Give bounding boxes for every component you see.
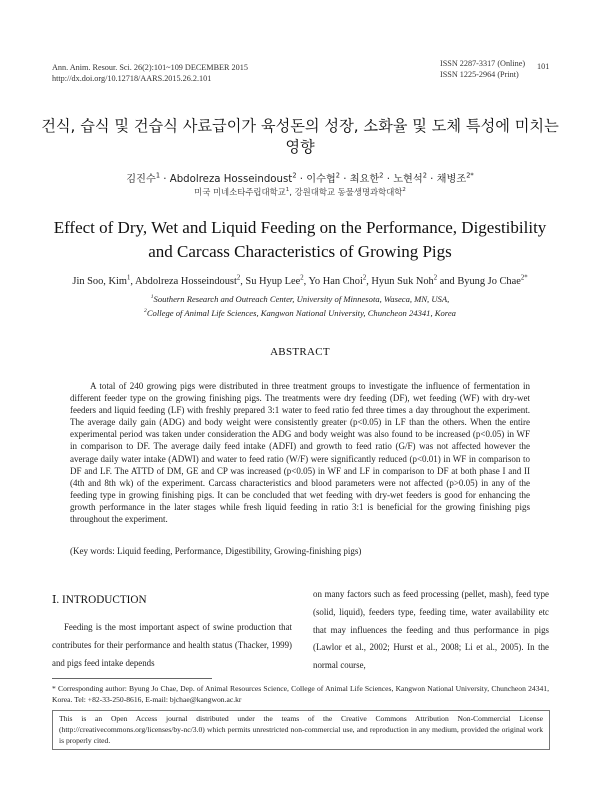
introduction-heading: Ⅰ. INTRODUCTION: [52, 594, 147, 606]
affiliation-2: $^2$College of Animal Life Sciences, Kangwon National University, Chuncheon 24341, Korea: [144, 308, 456, 318]
english-author: Jin Soo, Kim$^1$: [72, 274, 131, 287]
korean-title-line-1: 건식, 습식 및 건습식 사료급이가 육성돈의 성장, 소화율 및 도체 특성에 미치는: [41, 117, 559, 135]
open-access-notice: This is an Open Access journal distributed under the teams of the Creative Commons Attribution Non-Commercial License (http://creativecommons.org/licenses/by-nc/3.0) which permits unrestricted non-commercial use, and reproduction in any medium, provided the original work is properly cited.: [52, 710, 550, 750]
introduction-left-column: Feeding is the most important aspect of swine production that contributes for their performance and health status (Thacker, 1999) and pigs feed intake depends: [52, 622, 292, 668]
english-author: Abdolreza Hosseindoust$^2$: [134, 274, 241, 287]
journal-citation: Ann. Anim. Resour. Sci. 26(2):101~109 DECEMBER 2015: [52, 63, 248, 72]
english-author: Yo Han Choi$^2$: [308, 274, 367, 287]
issn-online: ISSN 2287-3317 (Online): [440, 59, 526, 68]
english-author: Byung Jo Chae$^{2*}$: [457, 274, 528, 287]
issn-block: [440, 58, 525, 80]
abstract-body: A total of 240 growing pigs were distributed in three treatment groups to investigate the influence of fermentation in different feeder type on the growing finishing pigs. The treatments were dry feeding (DF), wet feeding (WF) with dry-wet feeders and liquid feeding (LF) with freshly prepared 3:1 water to feed ratio fed three times a day throughout the experiment. The average daily gain (ADG) and body weight were consistently greater (p<0.05) in LF than the others. When the entire experimental period was taken under consideration the ADG and body weight was also found to be increased (p<0.05) in WF in comparison to DF. The average daily feed intake (ADFI) and growth to feed ratio (G/F) was not affected however the average daily water intake (ADWI) and water to feed ratio (W/F) were significantly reduced (p<0.01) in WF in comparison to DF and LF. The ATTD of DM, GE and CP was increased (p<0.05) in WF and LF in comparison to DF at both phase I and II (4th and 8th wk) of the experiment. Carcass characteristics and blood parameters were not affected (p>0.05) in any of the feeding type in growing finishing pigs. It can be concluded that wet feeding with dry-wet feeders is good for enhancing the growth performance in the later stages while fresh liquid feeding in ratio 3:1 is beneficial for the growing finishing pigs throughout the experiment.: [70, 381, 530, 525]
english-author-list: Jin Soo, Kim$^1$, Abdolreza Hosseindoust$^2$, Su Hyup Lee$^2$, Yo Han Choi$^2$, Hyun Suk Noh$^2$ and Byung Jo Chae$^{2*}$: [72, 274, 528, 287]
korean-title-line-2: 영향: [285, 138, 315, 156]
korean-author-list: 김진수$^1$ · Abdolreza Hosseindoust$^2$ · 이수협$^2$ · 최요한$^2$ · 노현석$^2$ · 채병조$^{2*}$: [126, 171, 474, 185]
korean-author: 최요한$^2$: [349, 171, 384, 185]
issn-print: ISSN 1225-2964 (Print): [440, 70, 519, 79]
korean-author: 채병조$^{2*}$: [436, 171, 474, 185]
korean-author: 이수협$^2$: [306, 171, 340, 185]
korean-author: 김진수$^1$: [126, 171, 161, 185]
corresponding-author-footnote: * Corresponding author: Byung Jo Chae, Dep. of Animal Resources Science, College of Animal Life Sciences, Kangwon National University, Chuncheon 24341, Korea. Tel: +82-33-250-8616, E-mail: bjchae@kangwon.ac.kr: [52, 684, 549, 704]
korean-author: 노현석$^2$: [393, 171, 427, 185]
english-author: Hyun Suk Noh$^2$: [371, 274, 438, 287]
korean-author: Abdolreza Hosseindoust$^2$: [169, 171, 297, 185]
introduction-right-column: on many factors such as feed processing (pellet, mash), feed type (solid, liquid), feeders type, feeding time, water availability etc that may influences the feeding and thus performance in pigs (Lawlor et al., 2002; Hurst et al., 2008; Li et al., 2005). In the normal course,: [313, 589, 549, 671]
journal-header: [52, 62, 248, 84]
page-number: 101: [537, 62, 550, 71]
keywords: (Key words: Liquid feeding, Performance, Digestibility, Growing-finishing pigs): [70, 546, 362, 556]
korean-title: [40, 116, 560, 158]
footnote-divider: [52, 678, 212, 679]
english-title: [40, 216, 560, 264]
affiliation-1: $^1$Southern Research and Outreach Center, University of Minnesota, Waseca, MN, USA,: [150, 294, 450, 304]
english-title-line-1: Effect of Dry, Wet and Liquid Feeding on the Performance, Digestibility: [53, 218, 547, 237]
doi-link[interactable]: http://dx.doi.org/10.12718/AARS.2015.26.2.101: [52, 74, 212, 83]
english-title-line-2: and Carcass Characteristics of Growing Pigs: [148, 242, 452, 261]
abstract-heading: ABSTRACT: [270, 346, 330, 358]
english-author: Su Hyup Lee$^2$: [245, 274, 304, 287]
korean-affiliations: 미국 미네소타주립대학교$^1$, 강원대학교 동물생명과학대학$^2$: [194, 187, 406, 197]
